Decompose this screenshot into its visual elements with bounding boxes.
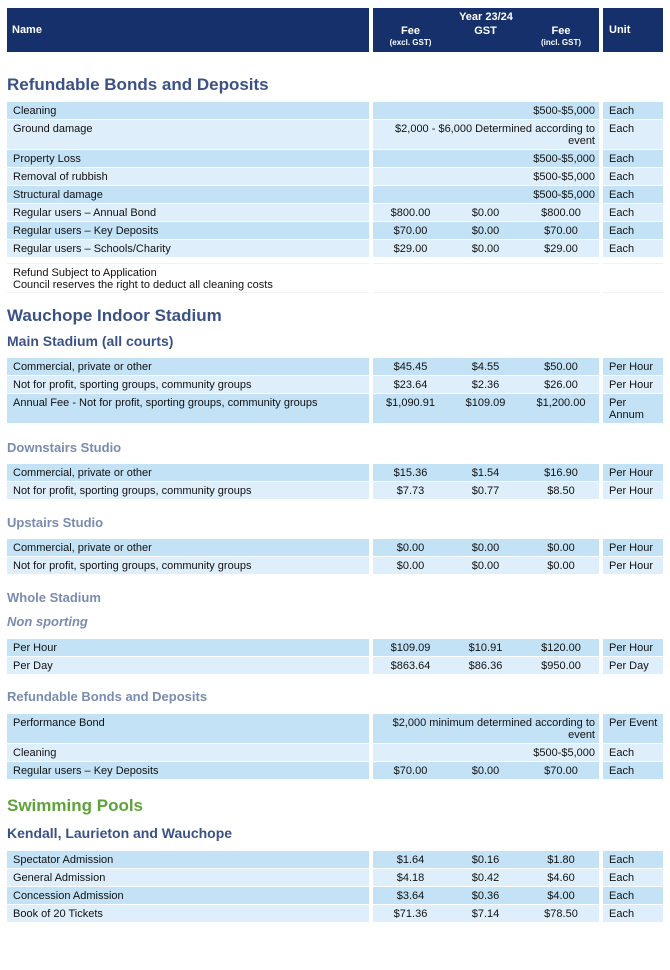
row-fee-range: $500-$5,000 <box>373 168 599 185</box>
row-name: Commercial, private or other <box>7 464 369 481</box>
row-unit: Per Annum <box>603 394 663 423</box>
table-row <box>7 869 663 886</box>
row-name: Annual Fee - Not for profit, sporting groups, community groups <box>7 394 369 423</box>
row-unit: Per Hour <box>603 376 663 393</box>
table-row <box>7 186 663 203</box>
row-name: Not for profit, sporting groups, community groups <box>7 557 369 574</box>
row-unit: Each <box>603 102 663 119</box>
table-row <box>7 150 663 167</box>
row-unit: Each <box>603 887 663 904</box>
section-title: Refundable Bonds and Deposits <box>7 75 269 94</box>
row-name: Book of 20 Tickets <box>7 905 369 922</box>
row-fee-range: $500-$5,000 <box>373 102 599 119</box>
row-fee-incl: $0.00 <box>523 539 599 556</box>
table-row <box>7 222 663 239</box>
row-fee-excl: $1.64 <box>373 851 448 868</box>
row-name: Concession Admission <box>7 887 369 904</box>
row-name: Not for profit, sporting groups, community groups <box>7 482 369 499</box>
row-fee-incl: $0.00 <box>523 557 599 574</box>
row-fee-range: $2,000 minimum determined according to event <box>373 714 599 743</box>
header-fee-incl-sub: (incl. GST) <box>541 38 581 47</box>
row-unit: Per Day <box>603 657 663 674</box>
row-gst: $86.36 <box>448 657 523 674</box>
table-row <box>7 102 663 119</box>
table-row <box>7 120 663 149</box>
row-gst: $10.91 <box>448 639 523 656</box>
row-name: Performance Bond <box>7 714 369 743</box>
row-gst: $2.36 <box>448 376 523 393</box>
table-row <box>7 557 663 574</box>
row-name: Regular users – Key Deposits <box>7 762 369 779</box>
header-gst: GST <box>474 25 497 37</box>
row-unit: Per Hour <box>603 464 663 481</box>
row-gst: $109.09 <box>448 394 523 423</box>
row-fee-incl: $950.00 <box>523 657 599 674</box>
row-unit: Each <box>603 186 663 203</box>
row-fee-excl: $4.18 <box>373 869 448 886</box>
table-row <box>7 639 663 656</box>
row-name: Spectator Admission <box>7 851 369 868</box>
row-fee-range: $2,000 - $6,000 Determined according to event <box>373 120 599 149</box>
section-title: Swimming Pools <box>7 796 144 815</box>
row-gst: $1.54 <box>448 464 523 481</box>
row-name: Regular users – Key Deposits <box>7 222 369 239</box>
row-unit: Per Hour <box>603 358 663 375</box>
subsection-subtitle: Non sporting <box>7 614 88 629</box>
section-title: Wauchope Indoor Stadium <box>7 306 222 325</box>
row-gst: $4.55 <box>448 358 523 375</box>
row-name: Cleaning <box>7 102 369 119</box>
row-gst: $7.14 <box>448 905 523 922</box>
row-unit: Each <box>603 905 663 922</box>
row-fee-excl: $7.73 <box>373 482 448 499</box>
row-fee-excl: $23.64 <box>373 376 448 393</box>
header-fee-incl-label: Fee <box>551 25 571 37</box>
row-gst: $0.00 <box>448 762 523 779</box>
row-unit: Each <box>603 120 663 149</box>
table-row <box>7 657 663 674</box>
table-row <box>7 762 663 779</box>
row-name: Per Hour <box>7 639 369 656</box>
row-fee-excl: $109.09 <box>373 639 448 656</box>
row-name: Structural damage <box>7 186 369 203</box>
table-row <box>7 204 663 221</box>
row-name: Cleaning <box>7 744 369 761</box>
row-gst: $0.42 <box>448 869 523 886</box>
row-fee-incl: $29.00 <box>523 240 599 257</box>
row-fee-incl: $78.50 <box>523 905 599 922</box>
row-fee-incl: $120.00 <box>523 639 599 656</box>
row-fee-excl: $70.00 <box>373 222 448 239</box>
table-row <box>7 851 663 868</box>
row-fee-excl: $800.00 <box>373 204 448 221</box>
row-gst: $0.00 <box>448 222 523 239</box>
row-unit: Per Hour <box>603 539 663 556</box>
note-line: Council reserves the right to deduct all cleaning costs <box>13 279 273 291</box>
row-fee-range: $500-$5,000 <box>373 186 599 203</box>
row-unit: Each <box>603 240 663 257</box>
row-name: Regular users – Schools/Charity <box>7 240 369 257</box>
row-unit: Each <box>603 744 663 761</box>
row-fee-incl: $70.00 <box>523 222 599 239</box>
row-gst: $0.36 <box>448 887 523 904</box>
subsection-title: Whole Stadium <box>7 590 101 605</box>
table-row <box>7 464 663 481</box>
row-name: Regular users – Annual Bond <box>7 204 369 221</box>
table-row <box>7 240 663 257</box>
row-fee-incl: $4.60 <box>523 869 599 886</box>
row-name: General Admission <box>7 869 369 886</box>
row-fee-incl: $70.00 <box>523 762 599 779</box>
header-year-group <box>373 8 599 52</box>
row-fee-incl: $8.50 <box>523 482 599 499</box>
subsection-title: Refundable Bonds and Deposits <box>7 689 208 704</box>
row-fee-excl: $29.00 <box>373 240 448 257</box>
row-gst: $0.00 <box>448 557 523 574</box>
row-fee-incl: $800.00 <box>523 204 599 221</box>
row-name: Commercial, private or other <box>7 539 369 556</box>
table-row <box>7 376 663 393</box>
table-row <box>7 905 663 922</box>
row-name: Ground damage <box>7 120 369 149</box>
row-fee-range: $500-$5,000 <box>373 150 599 167</box>
table-row <box>7 358 663 375</box>
row-name: Per Day <box>7 657 369 674</box>
row-name: Removal of rubbish <box>7 168 369 185</box>
row-fee-excl: $863.64 <box>373 657 448 674</box>
row-fee-incl: $1.80 <box>523 851 599 868</box>
row-fee-incl: $4.00 <box>523 887 599 904</box>
row-unit: Per Hour <box>603 639 663 656</box>
row-unit: Per Event <box>603 714 663 743</box>
header-name: Name <box>7 8 369 52</box>
header-year: Year 23/24 <box>459 11 513 23</box>
row-gst: $0.00 <box>448 539 523 556</box>
row-gst: $0.77 <box>448 482 523 499</box>
row-fee-excl: $0.00 <box>373 557 448 574</box>
row-unit: Each <box>603 150 663 167</box>
row-fee-range: $500-$5,000 <box>373 744 599 761</box>
row-fee-excl: $0.00 <box>373 539 448 556</box>
row-unit: Each <box>603 869 663 886</box>
table-row <box>7 714 663 743</box>
row-fee-incl: $26.00 <box>523 376 599 393</box>
header-fee-excl-sub: (excl. GST) <box>389 38 432 47</box>
row-unit: Each <box>603 168 663 185</box>
subsection-title: Upstairs Studio <box>7 515 104 530</box>
row-gst: $0.00 <box>448 204 523 221</box>
row-fee-incl: $16.90 <box>523 464 599 481</box>
row-unit: Each <box>603 851 663 868</box>
subsection-title: Kendall, Laurieton and Wauchope <box>7 825 233 841</box>
row-fee-excl: $71.36 <box>373 905 448 922</box>
subsection-title: Downstairs Studio <box>7 440 122 455</box>
row-gst: $0.00 <box>448 240 523 257</box>
row-fee-incl: $1,200.00 <box>523 394 599 423</box>
note-cell <box>7 263 369 293</box>
row-name: Commercial, private or other <box>7 358 369 375</box>
row-unit: Each <box>603 222 663 239</box>
table-row <box>7 168 663 185</box>
row-unit: Per Hour <box>603 482 663 499</box>
row-fee-excl: $1,090.91 <box>373 394 448 423</box>
row-unit: Per Hour <box>603 557 663 574</box>
row-name: Property Loss <box>7 150 369 167</box>
header-unit: Unit <box>603 8 663 52</box>
table-row <box>7 887 663 904</box>
table-row <box>7 482 663 499</box>
row-gst: $0.16 <box>448 851 523 868</box>
row-fee-excl: $15.36 <box>373 464 448 481</box>
empty-cell <box>603 263 663 293</box>
row-fee-incl: $50.00 <box>523 358 599 375</box>
table-row <box>7 744 663 761</box>
table-row <box>7 394 663 423</box>
table-header <box>7 8 663 52</box>
header-fee-excl <box>373 25 448 49</box>
table-row-note <box>7 263 663 293</box>
table-row <box>7 539 663 556</box>
header-fee-incl <box>523 25 599 49</box>
row-fee-excl: $70.00 <box>373 762 448 779</box>
empty-cell <box>373 263 599 293</box>
note-line: Refund Subject to Application <box>13 267 157 279</box>
header-fee-excl-label: Fee <box>401 25 420 37</box>
row-unit: Each <box>603 204 663 221</box>
row-fee-excl: $45.45 <box>373 358 448 375</box>
row-unit: Each <box>603 762 663 779</box>
subsection-title: Main Stadium (all courts) <box>7 333 174 349</box>
row-name: Not for profit, sporting groups, community groups <box>7 376 369 393</box>
row-fee-excl: $3.64 <box>373 887 448 904</box>
